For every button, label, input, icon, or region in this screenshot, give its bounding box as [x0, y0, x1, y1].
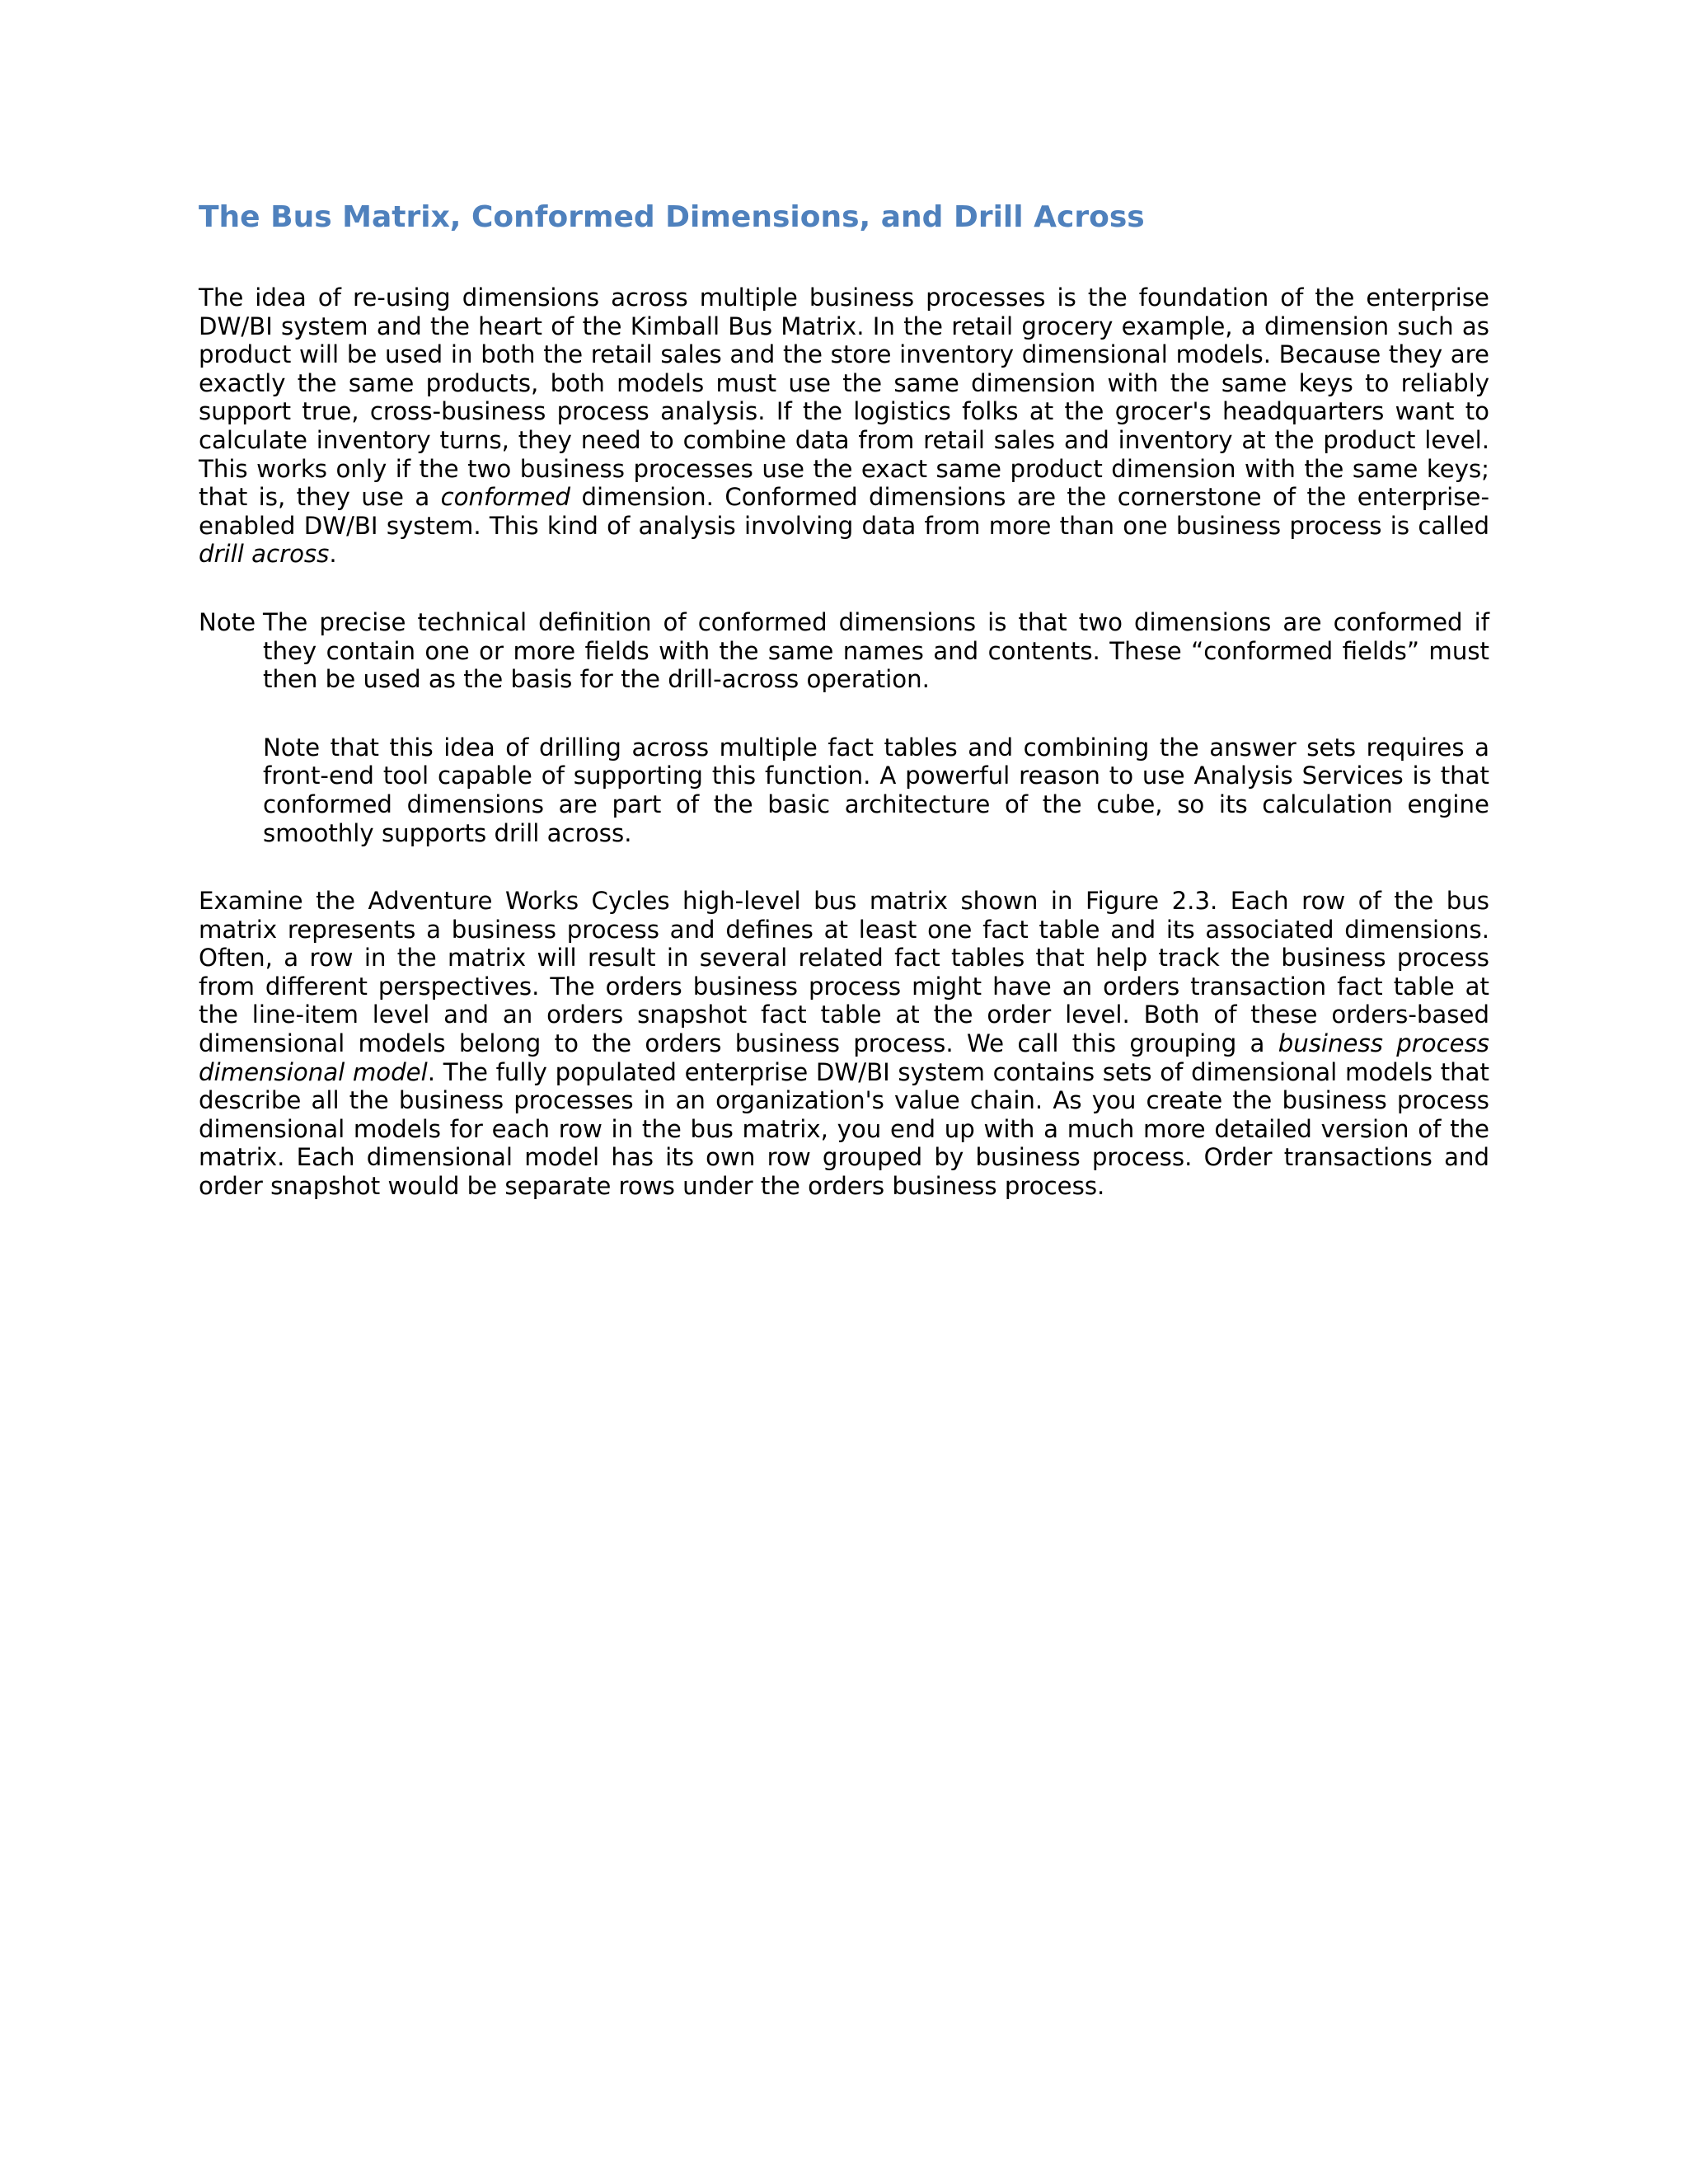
note-paragraph-2: Note that this idea of drilling across multiple fact tables and combining the answer sets requires a front-end tool capable of supporting this function. A powerful reason to use Analysis Services is that conformed dimensions are part of the basic architecture of the cube, so its calculation engine smoothly supports drill across.: [263, 733, 1489, 847]
bus-matrix-paragraph: [199, 887, 1489, 1201]
section-heading: The Bus Matrix, Conformed Dimensions, and Drill Across: [199, 200, 1145, 234]
note-body: [263, 608, 1489, 847]
drill-across-term: drill across: [199, 540, 330, 569]
intro-paragraph: [199, 284, 1489, 569]
note-paragraph-1: The precise technical definition of conformed dimensions is that two dimensions are conformed if they contain one or more fields with the same names and contents. These “conformed fields” must then be used as the basis for the drill-across operation.: [263, 607, 1489, 694]
intro-text-2: dimension. Conformed dimensions are the cornerstone of the enterprise-enabled DW/BI system. This kind of analysis involving data from more than one business process is called: [199, 483, 1489, 540]
business-process-dimensional-model-term: business process dimensional model: [199, 1029, 1490, 1086]
bus-matrix-text-1: Examine the Adventure Works Cycles high-level bus matrix shown in Figure 2.3. Each row of the bus matrix represents a business process and defines at least one fact table and its associated dimensions. Often, a row in the matrix will result in several related fact tables that help track the business process from different perspectives. The orders business process might have an orders transaction fact table at the line-item level and an orders snapshot fact table at the order level. Both of these orders-based dimensional models belong to the orders business process. We call this grouping a: [199, 887, 1489, 1058]
intro-text-end: .: [329, 540, 337, 569]
note-label: Note: [199, 607, 256, 636]
document-page: [199, 194, 1489, 1240]
intro-text-1: The idea of re-using dimensions across multiple business processes is the foundation of the enterprise DW/BI system and the heart of the Kimball Bus Matrix. In the retail grocery example, a dimension such as product will be used in both the retail sales and the store inventory dimensional models. Because they are exactly the same products, both models must use the same dimension with the same keys to reliably support true, cross-business process analysis. If the logistics folks at the grocer's headquarters want to calculate inventory turns, they need to combine data from retail sales and inventory at the product level. This works only if the two business processes use the exact same product dimension with the same keys; that is, they use a: [199, 284, 1489, 512]
conformed-term: conformed: [440, 483, 571, 512]
bus-matrix-text-2: . The fully populated enterprise DW/BI system contains sets of dimensional models that describe all the business processes in an organization's value chain. As you create the business process dimensional models for each row in the bus matrix, you end up with a much more detailed version of the matrix. Each dimensional model has its own row grouped by business process. Order transactions and order snapshot would be separate rows under the orders business process.: [199, 1057, 1489, 1201]
note-block: [199, 608, 1489, 847]
